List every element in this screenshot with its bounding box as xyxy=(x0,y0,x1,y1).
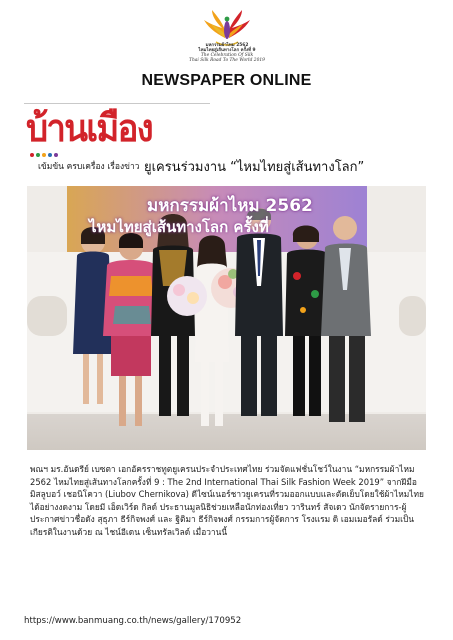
dot-icon xyxy=(48,153,52,157)
banner-text-line-2: ไหมไทยสู่เส้นทางโลก ครั้งที่ xyxy=(89,218,269,236)
logo-text-line-4: Thai Silk Road To The World 2019 xyxy=(189,58,265,63)
article-headline: ยูเครนร่วมงาน “ไหมไทยสู่เส้นทางโลก” xyxy=(144,160,365,175)
dot-icon xyxy=(54,153,58,157)
masthead-dots xyxy=(30,153,58,157)
masthead-name: บ้านเมือง xyxy=(26,106,152,150)
masthead-tagline: เข้มข้น ครบเครื่อง เรื่องข่าว xyxy=(38,162,140,172)
page-title: NEWSPAPER ONLINE xyxy=(141,72,312,89)
dot-icon xyxy=(42,153,46,157)
article-caption: พณฯ มร.อันดรีย์ เบซตา เอกอัครราชทูตยูเครนประจำประเทศไทย ร่วมจัดแฟชั่นโชว์ในงาน “มหกรรมผ้าไหม 2562 ไหมไทยสู่เส้นทางโลกครั้งที่ 9 : The 2nd International Thai Silk Fashion Week 2019” จากฝีมือ มิสลูบอว์ เชอนิโควา (Liubov Chernikova) ดีไซน์เนอร์ชาวยูเครนที่รวมออกแบบและตัดเย็บโดยใช้ผ้าไหมไทยได้อย่างงดงาม โดยมี เอ็ดเวิร์ด กิลด์ ประธานมูลนิธิช่วยเหลือนักท่องเที่ยว วารินทร์ สัจเดว นักจัดรายการ-ผู้ประกาศข่าวชื่อดัง สุธุภา ธีร์กิจพงศ์ และ ฐิติมา ธีร์กิจพงศ์ กรรมการผู้จัดการ โรงแรม ดิ เอมเมอรัลด์ ร่วมเป็นเกียรติในงานด้วย ณ ไชน์อีเดน เซ็นทรัลเวิลด์ เมื่อวานนี้ xyxy=(30,464,424,537)
article-photo xyxy=(27,186,426,450)
dot-icon xyxy=(30,153,34,157)
logo-text-line-2: ไหมไทยสู่เส้นทางโลก ครั้งที่ 9 xyxy=(198,48,256,53)
logo-text-line-1: มหกรรมผ้าไหม 2562 xyxy=(205,43,249,48)
logo-text-line-3: The Celebration Of Silk xyxy=(200,53,254,58)
banner-text-line-1: มหกรรมผ้าไหม 2562 xyxy=(147,196,313,216)
silk-bird-logo-icon xyxy=(196,8,258,48)
masthead-divider xyxy=(24,103,210,104)
dot-icon xyxy=(36,153,40,157)
source-url[interactable]: https://www.banmuang.co.th/news/gallery/170952 xyxy=(24,616,242,626)
